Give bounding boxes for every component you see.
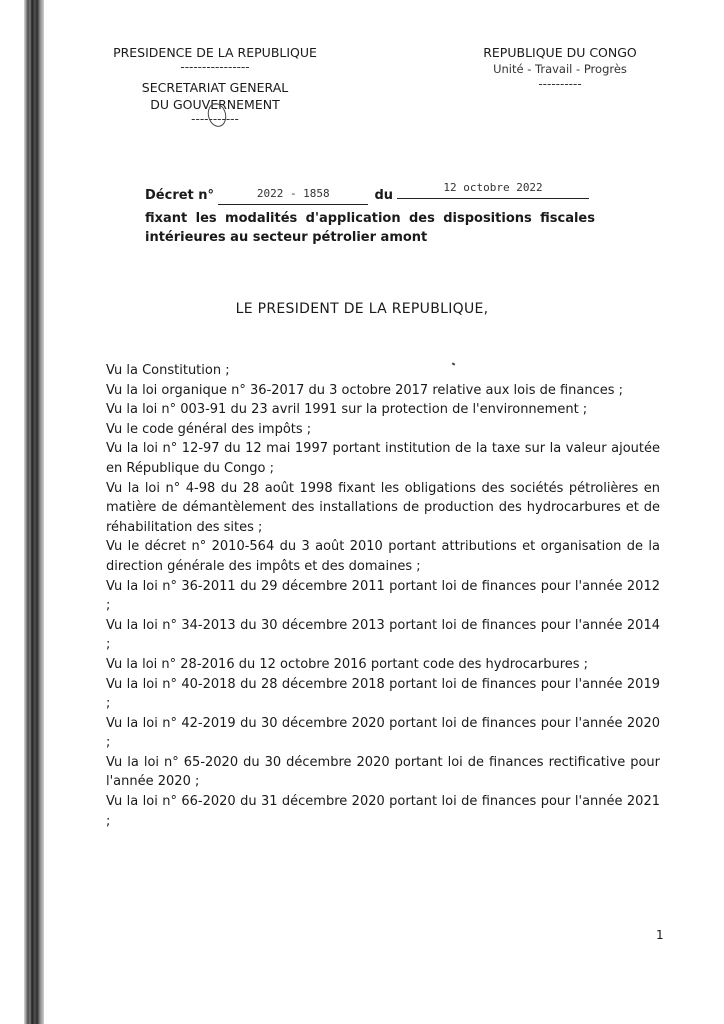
visa-item: Vu la Constitution ; <box>106 363 230 378</box>
visa-item: Vu la loi n° 4-98 du 28 août 1998 fixant les obligations des sociétés pétrolières en matière de démantèlement des installations de production des hydrocarbures et de réhabilitation des sites ; <box>106 480 660 535</box>
republique-label: REPUBLIQUE DU CONGO <box>483 45 637 60</box>
decree-number-label: Décret n° <box>145 188 215 203</box>
presidence-label: PRESIDENCE DE LA REPUBLIQUE <box>113 45 317 60</box>
decree-reference-line <box>145 181 595 205</box>
secretariat-label: SECRETARIAT GENERAL <box>141 80 289 95</box>
header-right <box>460 44 660 90</box>
gouvernement-line <box>90 96 340 113</box>
visa-item: Vu la loi n° 003-91 du 23 avril 1991 sur la protection de l'environnement ; <box>106 402 588 418</box>
header-left <box>90 44 340 125</box>
visa-item: Vu la loi n° 66-2020 du 31 décembre 2020 portant loi de finances pour l'année 2021 ; <box>106 794 660 829</box>
decree-block <box>145 181 595 247</box>
visa-item: Vu le décret n° 2010-564 du 3 août 2010 portant attributions et organisation de la direction générale des impôts et des domaines ; <box>106 539 660 574</box>
decree-date: 12 octobre 2022 <box>397 178 589 199</box>
gouvernement-label: DU GOUVERNEMENT <box>150 97 280 112</box>
visa-item: Vu la loi n° 42-2019 du 30 décembre 2020 portant loi de finances pour l'année 2020 ; <box>106 715 660 751</box>
decree-number: 2022 - 1858 <box>218 184 368 205</box>
separator-dashes: ----------- <box>191 112 239 126</box>
visa-item: Vu la loi n° 12-97 du 12 mai 1997 portant institution de la taxe sur la valeur ajoutée en République du Congo ; <box>106 441 660 476</box>
visa-item: Vu le code général des impôts ; <box>106 421 312 437</box>
scan-binding-edge <box>24 0 44 1024</box>
national-motto: Unité - Travail - Progrès <box>493 62 627 76</box>
visa-item: Vu la loi organique n° 36-2017 du 3 octobre 2017 relative aux lois de finances ; <box>106 382 624 398</box>
visa-item: Vu la loi n° 40-2018 du 28 décembre 2018 portant loi de finances pour l'année 2019 ; <box>106 676 660 712</box>
visa-item: Vu la loi n° 36-2011 du 29 décembre 2011 portant loi de finances pour l'année 2012 ; <box>106 578 660 614</box>
separator-dashes: ---------- <box>538 77 582 91</box>
page-number: 1 <box>656 928 664 942</box>
separator-dashes: ---------------- <box>180 60 250 74</box>
decree-date-label: du <box>374 188 394 203</box>
visa-item: Vu la loi n° 34-2013 du 30 décembre 2013 portant loi de finances pour l'année 2014 ; <box>106 617 660 653</box>
visa-item: Vu la loi n° 28-2016 du 12 octobre 2016 portant code des hydrocarbures ; <box>106 656 589 672</box>
visa-item: Vu la loi n° 65-2020 du 30 décembre 2020 portant loi de finances rectificative pour l'année 2020 ; <box>106 754 660 790</box>
decree-title: fixant les modalités d'application des dispositions fiscales intérieures au secteur pétrolier amont <box>145 211 595 245</box>
visas-list <box>106 361 660 831</box>
president-heading: LE PRESIDENT DE LA REPUBLIQUE, <box>235 301 489 317</box>
